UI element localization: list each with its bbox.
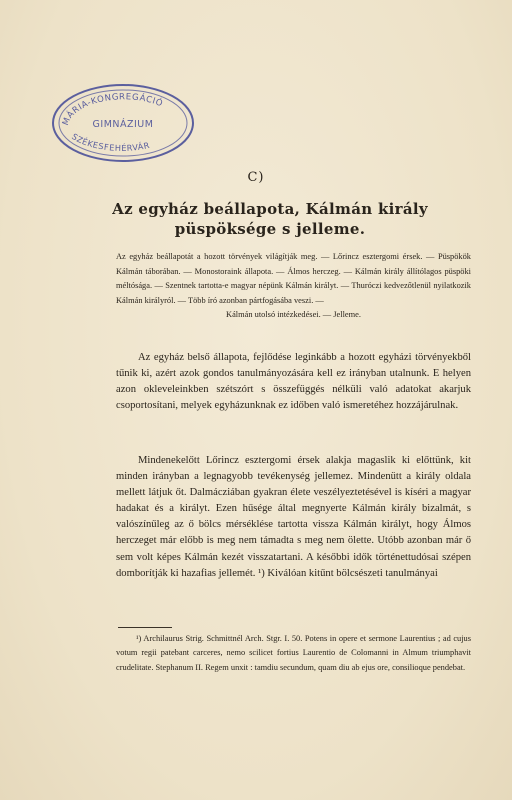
summary-text: Az egyház beállapotát a hozott törvények világítják meg. — Lőrincz esztergomi érsek. — Püspökök Kálmán táborában. — Monostoraink állapota. — Álmos herczeg. — Kálmán király állítólagos püspöki méltósága. — Szentnek tartotta-e magyar népünk Kálmán királyt. — Thuróczi kedvezőtlenül nyilatkozik Kálmán királyról. — Több író azonban pártfogásába veszi. — [116,252,471,305]
chapter-summary [116,250,471,323]
footnote-divider [118,627,172,628]
footnote-text: ¹) Archilaurus Strig. Schmittnél Arch. Stgr. I. 50. Potens in opere et sermone Laurentius ; ad cujus votum regii patebant carceres, nemo scilicet fortius Laurentio de Colomanni in Almum triumphavit crudelitate. Stephanum II. Regem unxit : tamdiu secundum, quam diu ab ejus ore, consilioque pendebat. [116,634,471,672]
svg-text:SZÉKESFEHÉRVÁR [70,131,151,153]
section-mark: C) [247,170,265,185]
stamp-bottom-text: SZÉKESFEHÉRVÁR [70,131,151,153]
footnote [116,632,471,675]
stamp-top-text: MÁRIA-KONGREGÁCIÓ [60,92,165,127]
stamp-middle-text: GIMNÁZIUM [92,119,154,130]
library-stamp [50,80,196,166]
section-title: Az egyház beállapota, Kálmán király püspöksége s jelleme. [112,200,428,238]
summary-last-line: Kálmán utolsó intézkedései. — Jelleme. [226,310,361,319]
body-paragraph-2: Mindenekelőtt Lőrincz esztergomi érsek alakja magaslik ki előttünk, kit minden irányban a legnagyobb tevékenység jellemez. Mindenütt a király oldala mellett látjuk őt. Dalmácziában gyakran élete veszélyeztetésével is kíséri a magyar hadakat és a királyt. Ezen hűsége által megnyerte Kálmán király bizalmát, s valószínűleg az ő bölcs mérséklése tartotta vissza Kálmán királyt, hogy Álmos herczeget már előbb is meg nem támadta s meg nem ölette. Utóbb azonban már ő sem volt képes Kálmán kezét visszatartani. A későbbi idők történettudósai szépen domborítják ki hazafias jellemét. ¹) Kiválóan kitűnt bölcsészeti tanulmányai [116,455,471,579]
body-paragraph-1: Az egyház belső állapota, fejlődése leginkább a hozott egyházi törvényekből tűnik ki, azért azok gondos tanulmányozására kell ez irányban utalnunk. E helyen azon okleveleinkben szétszórt s összefüggés nélküli való adatokat akarjuk csoportosítani, melyek egyházunknak ez időben való ismeretéhez hozzájárulnak. [116,352,471,412]
